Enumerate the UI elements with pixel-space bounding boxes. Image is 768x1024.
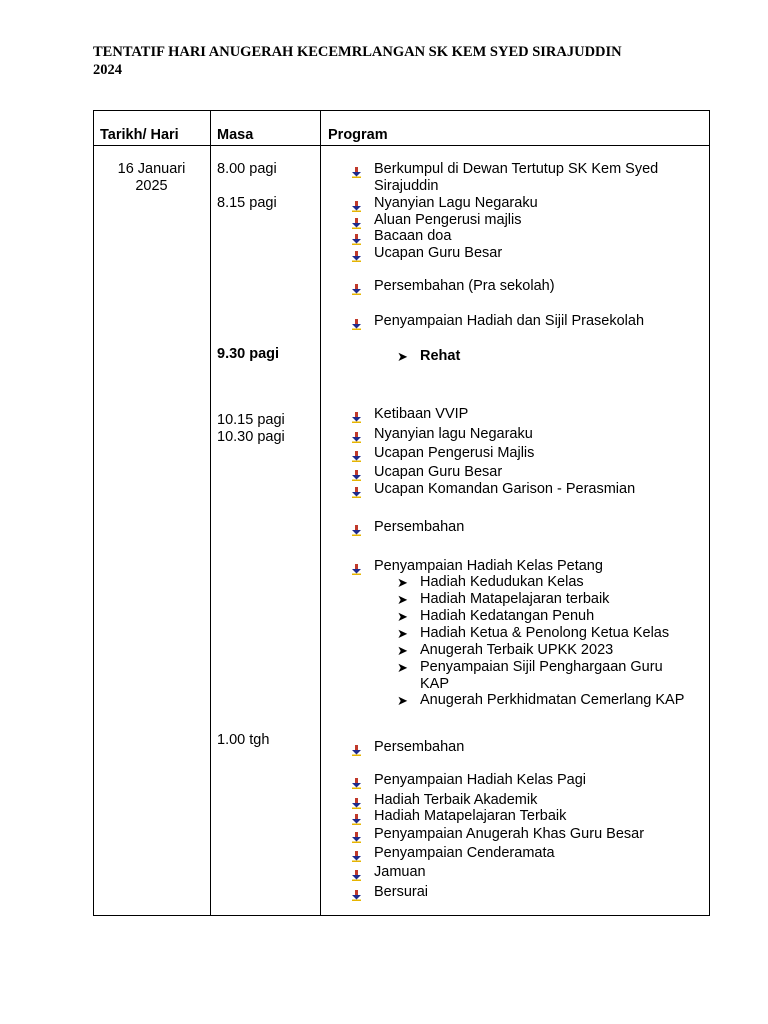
program-item: Persembahan (Pra sekolah)	[374, 278, 555, 294]
column-divider-2	[320, 110, 321, 916]
arrow-down-bullet-icon	[351, 282, 362, 293]
time-cell: 1.00 tgh	[217, 732, 270, 748]
program-item: Nyanyian lagu Negaraku	[374, 426, 533, 442]
arrow-down-bullet-icon	[351, 868, 362, 879]
arrowhead-bullet-icon: ➤	[397, 643, 408, 658]
program-item: Ucapan Pengerusi Majlis	[374, 445, 535, 461]
program-sub-item: Anugerah Perkhidmatan Cemerlang KAP	[420, 692, 685, 708]
arrow-down-bullet-icon	[351, 812, 362, 823]
arrow-down-bullet-icon	[351, 776, 362, 787]
header-time: Masa	[217, 127, 254, 143]
program-item: Persembahan	[374, 519, 465, 535]
program-item: Penyampaian Hadiah Kelas Petang	[374, 558, 603, 574]
arrowhead-bullet-icon: ➤	[397, 609, 408, 624]
arrow-down-bullet-icon	[351, 523, 362, 534]
arrowhead-bullet-icon: ➤	[397, 349, 408, 364]
program-item: Penyampaian Hadiah dan Sijil Prasekolah	[374, 313, 645, 329]
program-sub-item: KAP	[420, 676, 450, 692]
arrow-down-bullet-icon	[351, 430, 362, 441]
arrow-down-bullet-icon	[351, 562, 362, 573]
arrow-down-bullet-icon	[351, 249, 362, 260]
arrow-down-bullet-icon	[351, 796, 362, 807]
title-line-1: TENTATIF HARI ANUGERAH KECEMRLANGAN SK KEM SYED SIRAJUDDIN	[93, 44, 622, 60]
time-cell: 10.30 pagi	[217, 429, 285, 445]
program-item: Ucapan Guru Besar	[374, 245, 503, 261]
program-sub-item: Hadiah Matapelajaran terbaik	[420, 591, 610, 607]
program-item: Bacaan doa	[374, 228, 452, 244]
program-item: Ucapan Komandan Garison - Perasmian	[374, 481, 636, 497]
program-sub-item: Hadiah Kedudukan Kelas	[420, 574, 584, 590]
arrowhead-bullet-icon: ➤	[397, 592, 408, 607]
time-cell: 9.30 pagi	[217, 346, 280, 362]
time-cell: 8.00 pagi	[217, 161, 277, 177]
column-divider-1	[210, 110, 211, 916]
arrow-down-bullet-icon	[351, 830, 362, 841]
header-divider	[93, 145, 710, 146]
arrow-down-bullet-icon	[351, 888, 362, 899]
arrow-down-bullet-icon	[351, 165, 362, 176]
arrow-down-bullet-icon	[351, 849, 362, 860]
program-sub-item: Penyampaian Sijil Penghargaan Guru	[420, 659, 663, 675]
program-item: Jamuan	[374, 864, 426, 880]
header-program: Program	[328, 127, 388, 143]
arrow-down-bullet-icon	[351, 199, 362, 210]
date-line-2: 2025	[135, 178, 168, 194]
program-item: Penyampaian Hadiah Kelas Pagi	[374, 772, 586, 788]
arrow-down-bullet-icon	[351, 232, 362, 243]
time-cell: 10.15 pagi	[217, 412, 285, 428]
arrow-down-bullet-icon	[351, 216, 362, 227]
title-line-2: 2024	[93, 62, 122, 78]
header-date: Tarikh/ Hari	[100, 127, 179, 143]
arrow-down-bullet-icon	[351, 317, 362, 328]
date-line-1: 16 Januari	[117, 161, 186, 177]
arrowhead-bullet-icon: ➤	[397, 660, 408, 675]
program-item: Hadiah Matapelajaran Terbaik	[374, 808, 567, 824]
arrow-down-bullet-icon	[351, 449, 362, 460]
arrow-down-bullet-icon	[351, 410, 362, 421]
arrow-down-bullet-icon	[351, 743, 362, 754]
program-item: Nyanyian Lagu Negaraku	[374, 195, 538, 211]
program-sub-item: Anugerah Terbaik UPKK 2023	[420, 642, 614, 658]
program-item: Persembahan	[374, 739, 465, 755]
arrowhead-bullet-icon: ➤	[397, 575, 408, 590]
arrow-down-bullet-icon	[351, 468, 362, 479]
program-item: Hadiah Terbaik Akademik	[374, 792, 538, 808]
break-label: Rehat	[420, 348, 461, 364]
program-sub-item: Hadiah Kedatangan Penuh	[420, 608, 595, 624]
arrow-down-bullet-icon	[351, 485, 362, 496]
arrowhead-bullet-icon: ➤	[397, 626, 408, 641]
program-item: Berkumpul di Dewan Tertutup SK Kem Syed	[374, 161, 659, 177]
arrowhead-bullet-icon: ➤	[397, 693, 408, 708]
program-item: Ucapan Guru Besar	[374, 464, 503, 480]
program-item: Sirajuddin	[374, 178, 439, 194]
document-title	[93, 43, 693, 79]
program-item: Ketibaan VVIP	[374, 406, 469, 422]
program-item: Penyampaian Anugerah Khas Guru Besar	[374, 826, 645, 842]
program-item: Aluan Pengerusi majlis	[374, 212, 522, 228]
program-item: Penyampaian Cenderamata	[374, 845, 555, 861]
program-item: Bersurai	[374, 884, 428, 900]
time-cell: 8.15 pagi	[217, 195, 277, 211]
program-sub-item: Hadiah Ketua & Penolong Ketua Kelas	[420, 625, 670, 641]
